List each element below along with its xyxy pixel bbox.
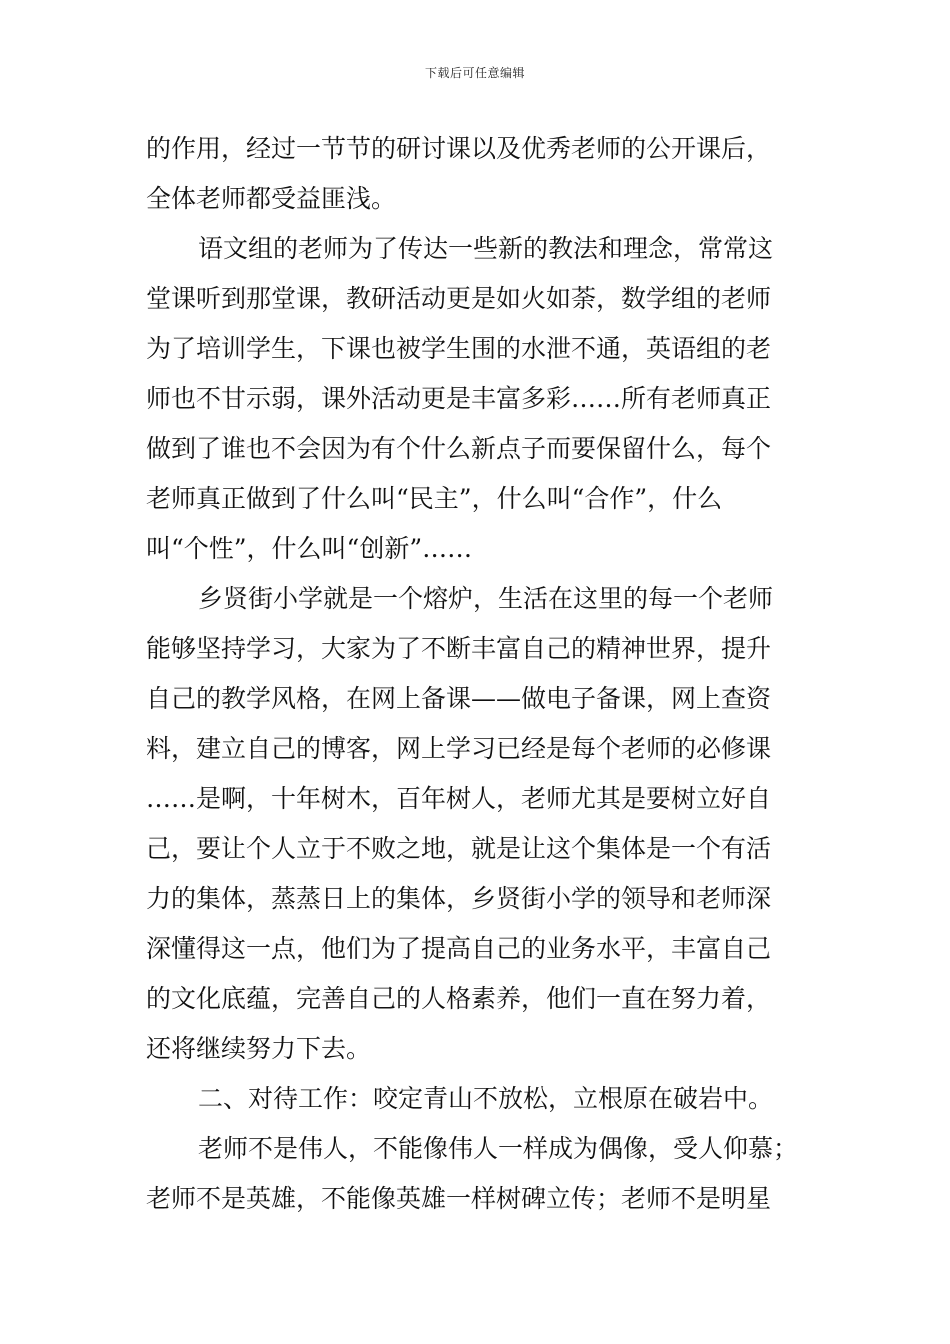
text-line: ……是啊，十年树木，百年树人，老师尤其是要树立好自	[146, 784, 772, 813]
text-line: 师也不甘示弱，课外活动更是丰富多彩……所有老师真正	[146, 384, 772, 413]
text-line: 为了培训学生，下课也被学生围的水泄不通，英语组的老	[146, 334, 772, 363]
text-line: 堂课听到那堂课，教研活动更是如火如荼，数学组的老师	[146, 284, 772, 313]
text-line: 全体老师都受益匪浅。	[146, 184, 397, 213]
text-line: 做到了谁也不会因为有个什么新点子而要保留什么，每个	[146, 434, 772, 463]
text-line: 深懂得这一点，他们为了提高自己的业务水平，丰富自己	[146, 934, 772, 963]
text-line: 力的集体，蒸蒸日上的集体，乡贤街小学的领导和老师深	[146, 884, 772, 913]
page-header: 下载后可任意编辑	[424, 66, 525, 80]
text-line: 的作用，经过一节节的研讨课以及优秀老师的公开课后，	[146, 134, 772, 163]
text-line: 老师真正做到了什么叫“民主”，什么叫“合作”，什么	[146, 484, 723, 513]
paragraph-start-line: 乡贤街小学就是一个熔炉，生活在这里的每一个老师	[198, 584, 774, 613]
text-line: 老师不是英雄，不能像英雄一样树碑立传；老师不是明星	[146, 1184, 772, 1213]
text-line: 料，建立自己的博客，网上学习已经是每个老师的必修课	[146, 734, 772, 763]
section-heading: 二、对待工作：咬定青山不放松，立根原在破岩中。	[198, 1084, 774, 1113]
text-line: 的文化底蕴，完善自己的人格素养，他们一直在努力着，	[146, 984, 772, 1013]
paragraph-start-line: 语文组的老师为了传达一些新的教法和理念，常常这	[198, 234, 774, 263]
text-line: 还将继续努力下去。	[146, 1034, 372, 1063]
paragraph-start-line: 老师不是伟人，不能像伟人一样成为偶像，受人仰慕；	[198, 1134, 799, 1163]
text-line: 叫“个性”，什么叫“创新”……	[146, 534, 473, 563]
text-line: 能够坚持学习，大家为了不断丰富自己的精神世界，提升	[146, 634, 772, 663]
body-text	[146, 124, 810, 1224]
text-line: 己，要让个人立于不败之地，就是让这个集体是一个有活	[146, 834, 772, 863]
text-line: 自己的教学风格，在网上备课——做电子备课，网上查资	[146, 684, 772, 713]
